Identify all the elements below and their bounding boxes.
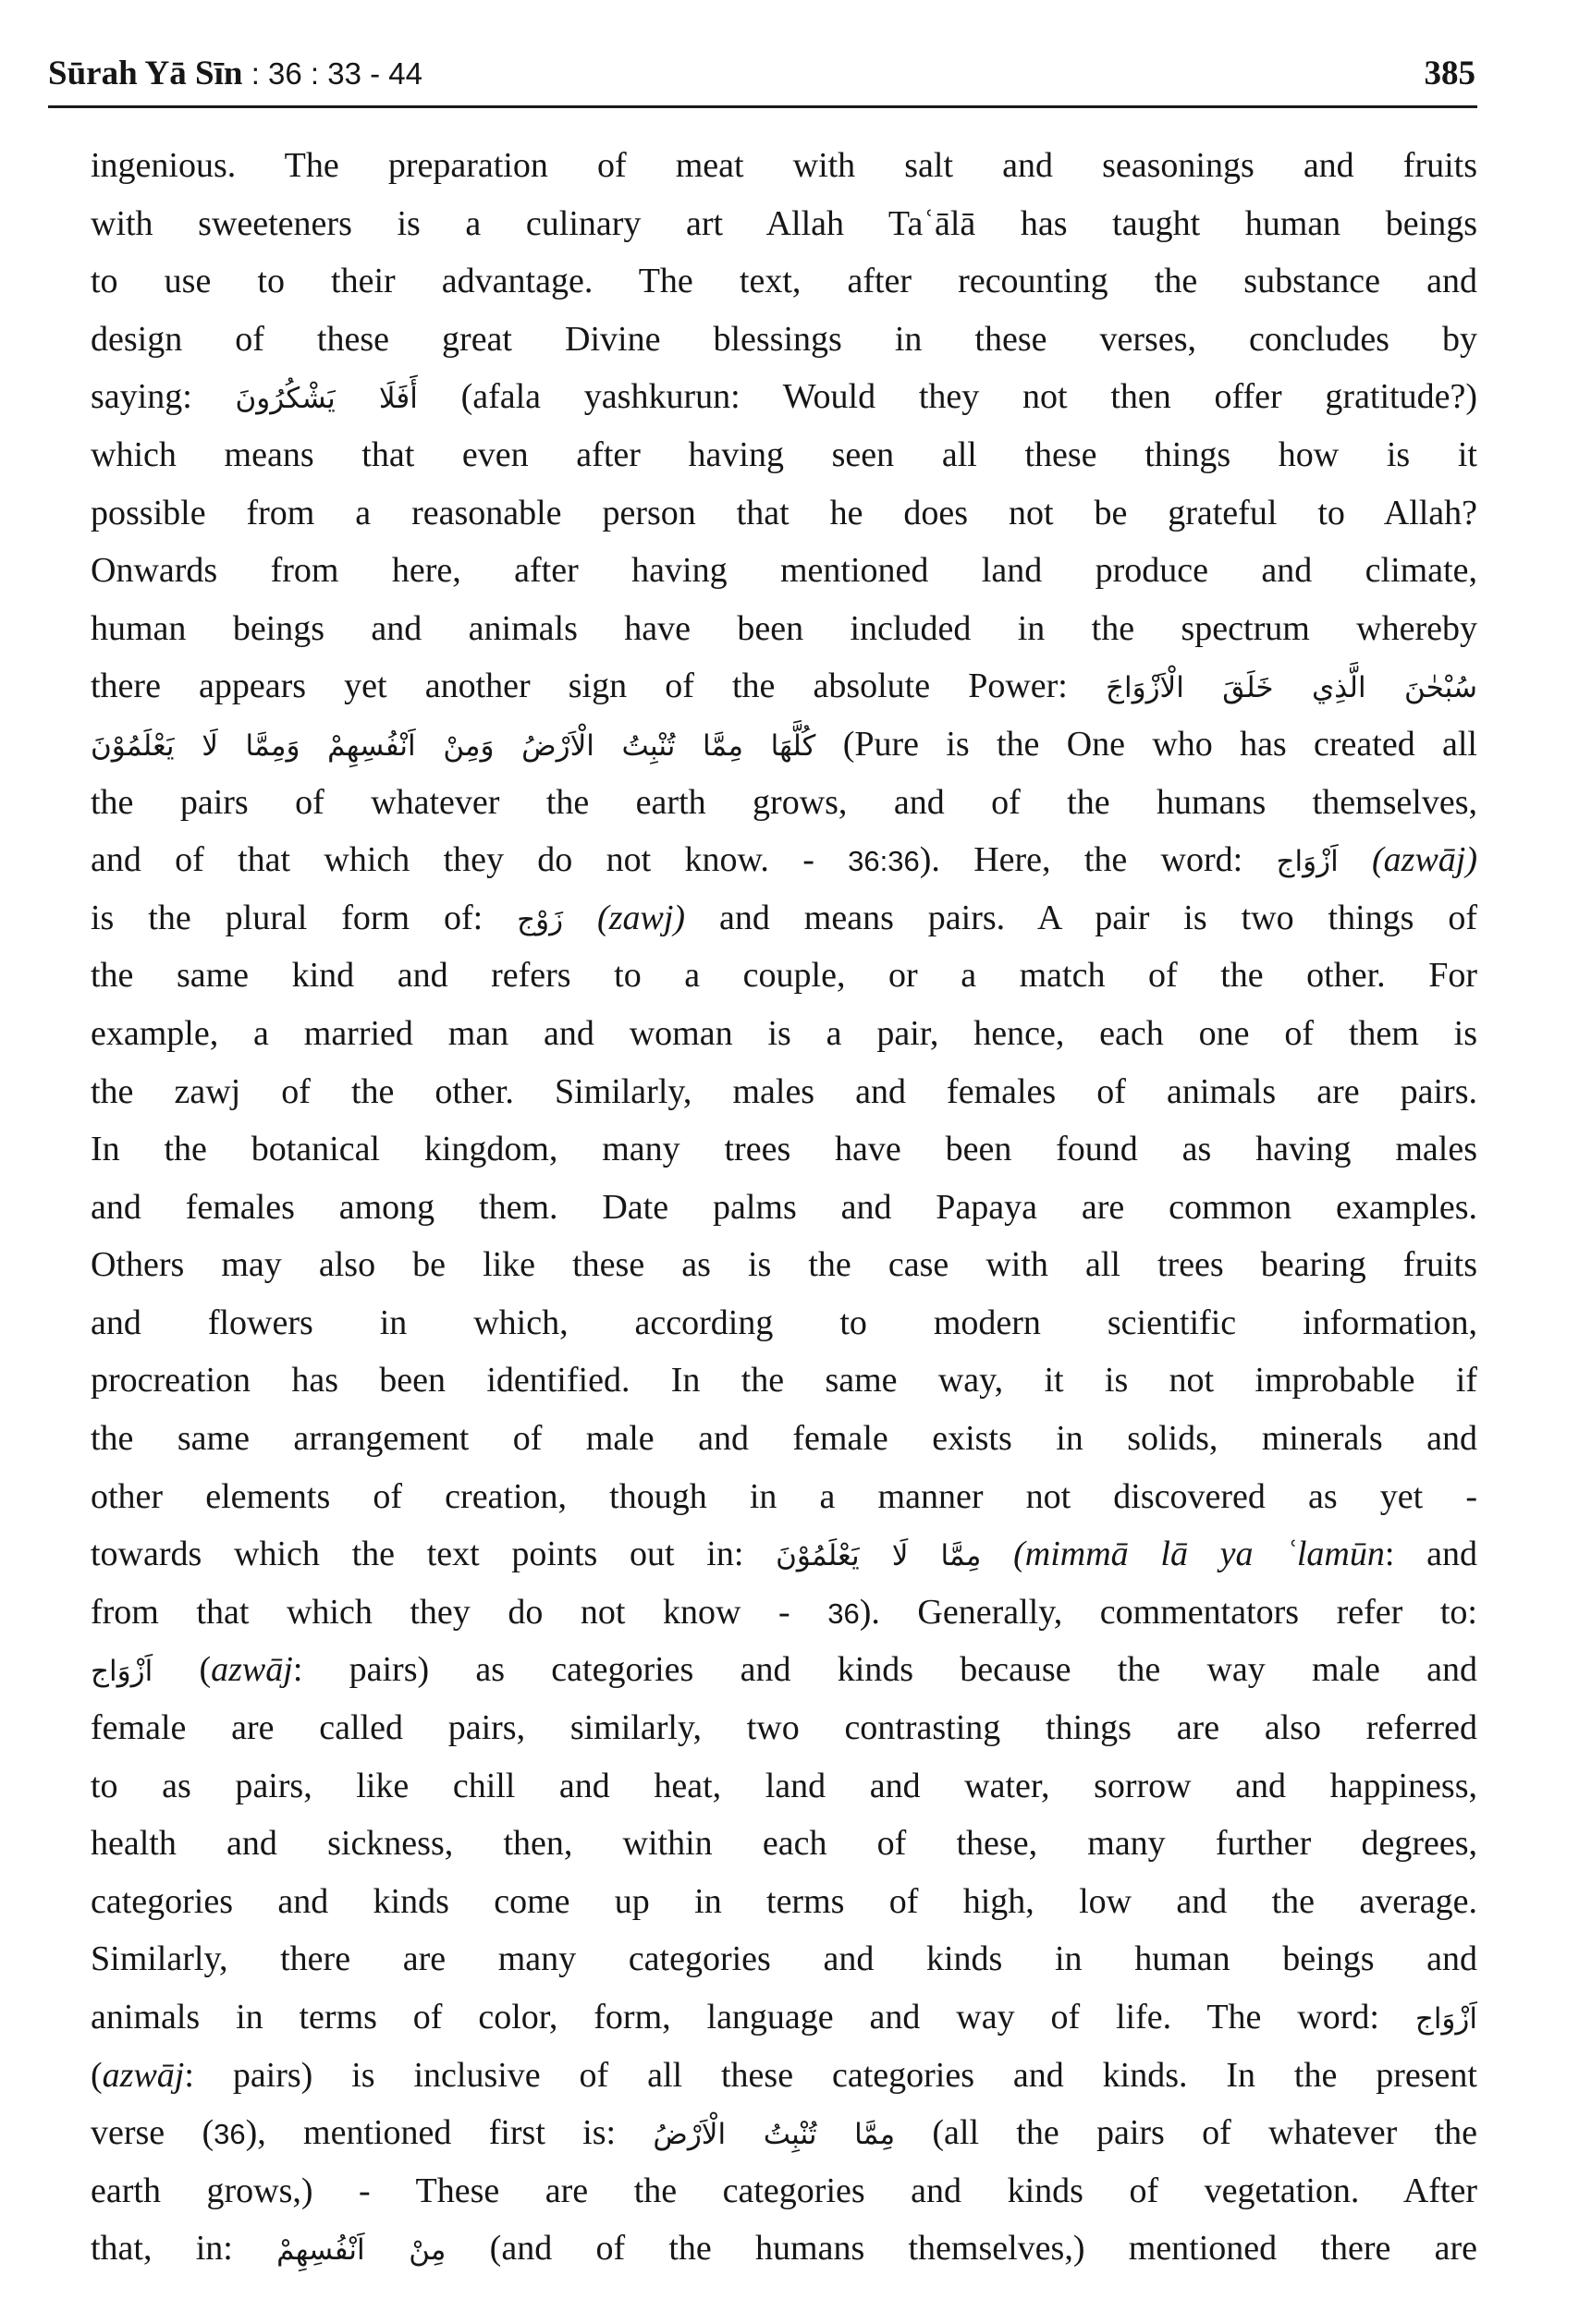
text-run: with sweeteners is a culinary art Allah Taʿālā has taught human beings [91,203,1477,243]
arabic-quote: مِمَّا تُنْبِتُ الْاَرْضُ [653,2118,896,2152]
transliteration: (mimmā lā ya ʿlamūn [1013,1535,1385,1574]
surah-name: Sūrah Yā Sīn [48,55,243,92]
text-run: health and sickness, then, within each of these, many further degrees, [91,1824,1477,1864]
text-line [91,2104,1477,2162]
text-run: ingenious. The preparation of meat with salt and seasonings and fruits [91,146,1477,185]
text-line [91,484,1477,543]
text-line [91,774,1477,832]
text-run: the zawj of the other. Similarly, males and females of animals are pairs. [91,1071,1477,1111]
text-run: towards which the text points out in: [91,1535,777,1574]
text-run: saying: [91,377,236,417]
text-line [91,1179,1477,1237]
text-run: : and [1384,1535,1477,1574]
verse-number: 36:36 [848,845,920,878]
text-line [91,1005,1477,1063]
text-run: ). Here, the word: [919,840,1277,880]
text-line [91,947,1477,1005]
text-line [91,600,1477,658]
text-run: the pairs of whatever the earth grows, and of the humans themselves, [91,782,1477,822]
text-run: that, in: [91,2229,277,2269]
text-run: from that which they do not know - [91,1592,828,1632]
text-line [91,2162,1477,2220]
text-run: to use to their advantage. The text, after recounting the substance and [91,262,1477,301]
text-line [91,252,1477,311]
text-line [91,137,1477,195]
text-run [563,899,597,937]
text-run: possible from a reasonable person that he does not be grateful to Allah? [91,493,1477,532]
text-run: (afala yashkurun: Would they not then offer gratitude?) [417,377,1477,417]
text-run: Similarly, there are many categories and kinds in human beings and [91,1939,1477,1979]
text-line [91,311,1477,369]
arabic-quote: اَزْوَاج [1414,2002,1477,2036]
page-number: 385 [1424,55,1475,92]
text-run: the same kind and refers to a couple, or a match of the other. For [91,956,1477,996]
transliteration: azwāj [211,1650,293,1690]
text-line [91,542,1477,600]
text-run: and means pairs. A pair is two things of [685,898,1477,937]
arabic-quote: أَفَلَا يَشْكُرُونَ [235,382,418,416]
arabic-quote: مِمَّا لَا يَعْلَمُوْنَ [776,1539,982,1573]
text-line [91,1699,1477,1757]
text-line [91,1294,1477,1352]
transliteration: (zawj) [597,898,686,937]
text-line [91,195,1477,253]
text-run: the same arrangement of male and female exists in solids, minerals and [91,1419,1477,1459]
text-run: ( [153,1650,212,1690]
text-run: earth grows,) - These are the categories and kinds of vegetation. After [91,2171,1477,2210]
text-run: Onwards from here, after having mentioned land produce and climate, [91,551,1477,591]
text-line [91,1468,1477,1526]
text-run: : pairs) is inclusive of all these categories and kinds. In the present [184,2055,1477,2095]
text-line [91,889,1477,948]
text-run: ). Generally, commentators refer to: [859,1592,1477,1632]
verse-reference: : 36 : 33 - 44 [251,56,422,91]
transliteration: (azwāj) [1372,840,1477,880]
text-line [91,1641,1477,1699]
verse-number: 36 [827,1596,860,1630]
text-run: there appears yet another sign of the absolute Power: [91,667,1106,706]
text-run: Others may also be like these as is the case with all trees bearing fruits [91,1245,1477,1285]
text-run: is the plural form of: [91,898,518,937]
text-line [91,1815,1477,1873]
text-run: and females among them. Date palms and Papaya are common examples. [91,1187,1477,1227]
transliteration: azwāj [102,2055,185,2095]
text-run: (Pure is the One who has created all [815,724,1477,764]
arabic-quote: مِنْ اَنْفُسِهِمْ [276,2233,447,2268]
text-line [91,657,1477,716]
text-run: categories and kinds come up in terms of high, low and the average. [91,1881,1477,1921]
text-line [91,831,1477,889]
text-line [91,1120,1477,1179]
text-line [91,1757,1477,1816]
text-line [91,1930,1477,1988]
text-line [91,1584,1477,1642]
text-run: human beings and animals have been included in the spectrum whereby [91,608,1477,648]
verse-number: 36 [214,2118,246,2151]
text-run: ), mentioned first is: [245,2113,654,2153]
running-head [48,44,1475,100]
text-run: (all the pairs of whatever the [895,2113,1477,2153]
text-line [91,716,1477,774]
text-line [91,1873,1477,1931]
text-run: animals in terms of color, form, language and way of life. The word: [91,1998,1415,2037]
text-run: : pairs) as categories and kinds because the way male and [292,1650,1477,1690]
text-run [1339,840,1372,879]
text-line [91,1410,1477,1468]
text-run: other elements of creation, though in a manner not discovered as yet - [91,1476,1477,1516]
text-run: which means that even after having seen all these things how is it [91,434,1477,474]
text-run: to as pairs, like chill and heat, land and water, sorrow and happiness, [91,1766,1477,1805]
body-text [91,137,1477,2278]
text-line [91,2047,1477,2105]
text-line [91,1352,1477,1410]
text-run: example, a married man and woman is a pair, hence, each one of them is [91,1013,1477,1053]
arabic-quote: سُبْحٰنَ الَّذِي خَلَقَ الْاَزْوَاجَ [1105,671,1477,705]
arabic-quote: زَوْج [517,902,564,936]
text-line [91,2220,1477,2278]
text-run: female are called pairs, similarly, two contrasting things are also referred [91,1708,1477,1748]
text-line [91,1525,1477,1584]
surah-title [48,54,422,93]
text-run [981,1535,1013,1573]
text-run: and flowers in which, according to modern scientific information, [91,1303,1477,1342]
header-rule [48,105,1477,108]
arabic-quote: اَزْوَاج [1276,845,1339,879]
text-run: and of that which they do not know. - [91,840,849,880]
text-run: In the botanical kingdom, many trees have been found as having males [91,1130,1477,1169]
text-line [91,368,1477,426]
arabic-quote: كُلَّهَا مِمَّا تُنْبِتُ الْاَرْضُ وَمِنْ اَنْفُسِهِمْ وَمِمَّا لَا يَعْلَمُوْنَ [91,728,816,763]
text-run: ( [91,2055,103,2095]
text-run: verse ( [91,2113,214,2153]
text-line [91,426,1477,484]
text-line [91,1063,1477,1121]
text-run: design of these great Divine blessings in these verses, concludes by [91,319,1477,359]
text-line [91,1236,1477,1294]
text-run: procreation has been identified. In the same way, it is not improbable if [91,1361,1477,1401]
text-line [91,1988,1477,2047]
text-run: (and of the humans themselves,) mentioned there are [446,2229,1477,2269]
arabic-quote: اَزْوَاج [91,1655,153,1689]
